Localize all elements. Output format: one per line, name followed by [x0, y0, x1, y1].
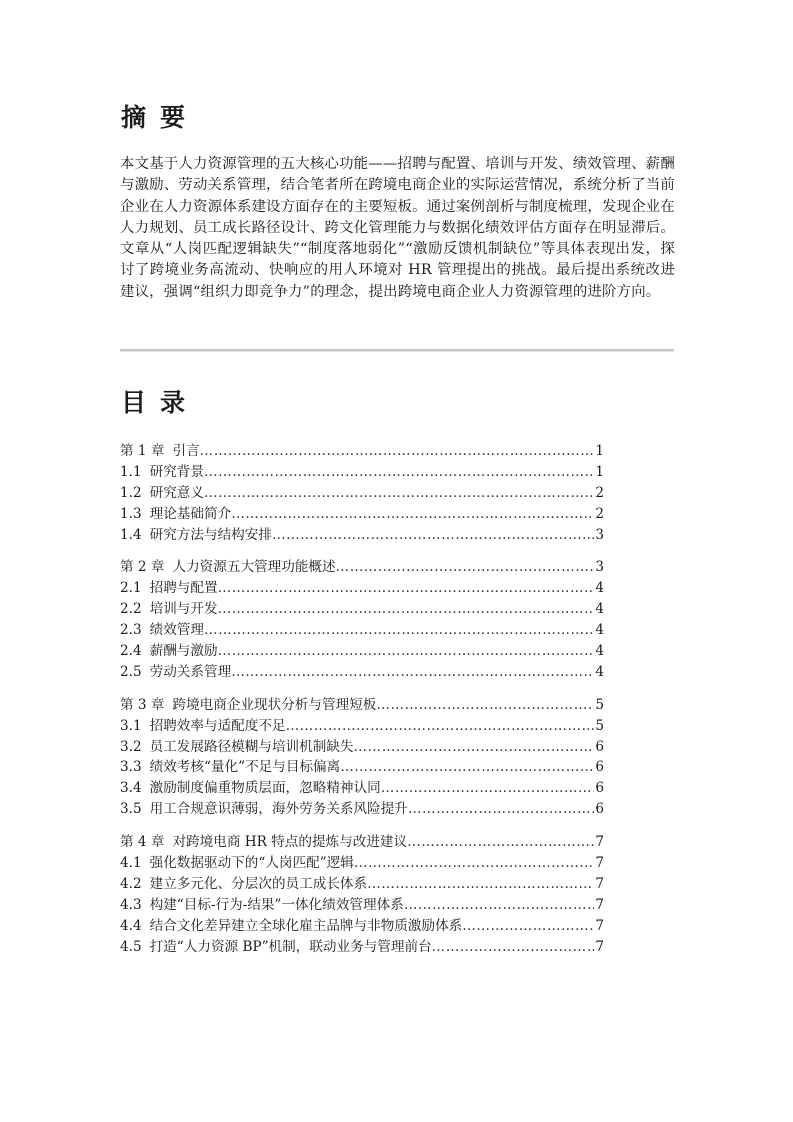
toc-leader-dots — [218, 578, 595, 599]
toc-entry-number: 3.4 — [120, 780, 142, 797]
toc-section-entry[interactable] — [120, 716, 640, 737]
toc-section-entry[interactable] — [120, 525, 640, 546]
toc-entry-page-number: 7 — [595, 875, 604, 892]
toc-entry-page-number: 7 — [595, 938, 604, 955]
toc-entry-page-number: 7 — [595, 917, 604, 934]
toc-entry-title: 对跨境电商 HR 特点的提炼与改进建议 — [172, 834, 408, 851]
toc-heading: 目录 — [121, 388, 200, 417]
toc-entry-number: 3.2 — [120, 738, 142, 755]
toc-section-entry[interactable] — [120, 916, 640, 937]
toc-leader-dots — [376, 695, 594, 716]
toc-entry-title: 构建“目标-行为-结果”一体化绩效管理体系 — [149, 896, 404, 913]
toc-entry-page-number: 2 — [595, 484, 604, 501]
toc-section-entry[interactable] — [120, 737, 640, 758]
toc-entry-page-number: 4 — [595, 601, 604, 618]
toc-section-entry[interactable] — [120, 662, 640, 683]
toc-section-entry[interactable] — [120, 578, 640, 599]
toc-entry-page-number: 4 — [595, 580, 604, 597]
toc-entry-title: 招聘与配置 — [149, 580, 218, 597]
toc-section-entry[interactable] — [120, 462, 640, 483]
toc-section-entry[interactable] — [120, 483, 640, 504]
toc-section-entry[interactable] — [120, 874, 640, 895]
toc-entry-title: 人力资源五大管理功能概述 — [172, 559, 336, 576]
toc-entry-page-number: 3 — [595, 526, 604, 543]
toc-leader-dots — [381, 778, 595, 799]
toc-entry-page-number: 6 — [595, 738, 604, 755]
toc-leader-dots — [367, 874, 594, 895]
toc-entry-number: 4.3 — [120, 896, 142, 913]
toc-entry-number: 4.2 — [120, 875, 142, 892]
toc-entry-page-number: 6 — [595, 801, 604, 818]
toc-entry-number: 2.2 — [120, 601, 142, 618]
toc-entry-title: 薪酬与激励 — [149, 643, 218, 660]
toc-entry-title: 培训与开发 — [149, 601, 218, 618]
toc-section-entry[interactable] — [120, 504, 640, 525]
toc-entry-title: 劳动关系管理 — [149, 663, 232, 680]
toc-entry-number: 3.1 — [120, 717, 142, 734]
toc-entry-number: 第 2 章 — [120, 559, 165, 576]
toc-section-entry[interactable] — [120, 757, 640, 778]
toc-chapter — [120, 441, 640, 545]
toc-entry-title: 研究意义 — [149, 484, 204, 501]
toc-entry-title: 结合文化差异建立全球化雇主品牌与非物质激励体系 — [149, 917, 463, 934]
section-divider — [120, 349, 674, 352]
abstract-body: 本文基于人力资源管理的五大核心功能——招聘与配置、培训与开发、绩效管理、薪酬与激励、劳动关系管理，结合笔者所在跨境电商企业的实际运营情况，系统分析了当前企业在人力资源体系建设方面存在的主要短板。通过案例剖析与制度梳理，发现企业在人力规划、员工成长路径设计、跨文化管理能力与数据化绩效评估方面存在明显滞后。文章从“人岗匹配逻辑缺失”“制度落地弱化”“激励反馈机制缺位”等具体表现出发，探讨了跨境业务高流动、快响应的用人环境对 HR 管理提出的挑战。最后提出系统改进建议，强调“组织力即竞争力”的理念，提出跨境电商企业人力资源管理的进阶方向。 — [120, 156, 675, 300]
toc-entry-page-number: 2 — [595, 505, 604, 522]
toc-section-entry[interactable] — [120, 937, 640, 958]
toc-chapter-entry[interactable] — [120, 832, 640, 853]
toc-entry-page-number: 4 — [595, 643, 604, 660]
toc-entry-title: 建立多元化、分层次的员工成长体系 — [149, 875, 368, 892]
toc-leader-dots — [340, 757, 594, 778]
toc-leader-dots — [407, 832, 594, 853]
toc-chapter — [120, 695, 640, 820]
toc-leader-dots — [204, 462, 594, 483]
toc-chapter — [120, 557, 640, 682]
toc-chapter-entry[interactable] — [120, 695, 640, 716]
toc-entry-title: 用工合规意识薄弱，海外劳务关系风险提升 — [149, 801, 408, 818]
toc-leader-dots — [408, 799, 594, 820]
toc-entry-title: 激励制度偏重物质层面，忽略精神认同 — [149, 780, 381, 797]
toc-entry-page-number: 7 — [595, 834, 604, 851]
toc-leader-dots — [354, 853, 595, 874]
toc-section-entry[interactable] — [120, 620, 640, 641]
toc-entry-number: 2.4 — [120, 643, 142, 660]
toc-entry-page-number: 1 — [595, 463, 604, 480]
toc-entry-number: 1.3 — [120, 505, 142, 522]
toc-entry-number: 第 4 章 — [120, 834, 165, 851]
toc-section-entry[interactable] — [120, 599, 640, 620]
toc-entry-number: 4.5 — [120, 938, 142, 955]
toc-entry-number: 2.3 — [120, 622, 142, 639]
toc-entry-number: 1.2 — [120, 484, 142, 501]
toc-entry-page-number: 6 — [595, 759, 604, 776]
toc-chapter-entry[interactable] — [120, 557, 640, 578]
toc-leader-dots — [286, 716, 595, 737]
toc-entry-title: 引言 — [172, 443, 200, 459]
table-of-contents — [120, 441, 640, 969]
toc-section-entry[interactable] — [120, 853, 640, 874]
toc-entry-number: 4.4 — [120, 917, 142, 934]
toc-entry-page-number: 7 — [595, 855, 604, 872]
toc-chapter — [120, 832, 640, 957]
toc-entry-page-number: 4 — [595, 663, 604, 680]
toc-chapter-entry[interactable] — [120, 441, 640, 462]
toc-entry-title: 招聘效率与适配度不足 — [149, 717, 286, 734]
toc-entry-title: 理论基础简介 — [149, 505, 232, 522]
toc-section-entry[interactable] — [120, 641, 640, 662]
toc-entry-title: 研究方法与结构安排 — [149, 526, 272, 543]
toc-leader-dots — [218, 641, 595, 662]
toc-leader-dots — [336, 557, 595, 578]
toc-leader-dots — [354, 737, 595, 758]
toc-section-entry[interactable] — [120, 778, 640, 799]
toc-entry-title: 研究背景 — [149, 463, 204, 480]
toc-entry-page-number: 5 — [595, 696, 604, 713]
toc-leader-dots — [272, 525, 594, 546]
toc-entry-title: 强化数据驱动下的“人岗匹配”逻辑 — [149, 855, 354, 872]
abstract-heading: 摘要 — [121, 103, 200, 132]
toc-leader-dots — [231, 662, 594, 683]
toc-entry-number: 3.3 — [120, 759, 142, 776]
toc-entry-number: 第 3 章 — [120, 696, 165, 713]
toc-section-entry[interactable] — [120, 799, 640, 820]
toc-entry-number: 2.5 — [120, 663, 142, 680]
toc-entry-title: 员工发展路径模糊与培训机制缺失 — [149, 738, 354, 755]
toc-leader-dots — [200, 441, 595, 462]
toc-leader-dots — [231, 504, 594, 525]
toc-entry-number: 1.1 — [120, 463, 142, 480]
toc-entry-title: 跨境电商企业现状分析与管理短板 — [172, 696, 377, 713]
toc-leader-dots — [404, 895, 595, 916]
toc-leader-dots — [204, 483, 594, 504]
toc-entry-number: 第 1 章 — [120, 443, 165, 459]
toc-entry-page-number: 3 — [595, 559, 604, 576]
toc-section-entry[interactable] — [120, 895, 640, 916]
toc-entry-number: 1.4 — [120, 526, 142, 543]
toc-entry-number: 2.1 — [120, 580, 142, 597]
toc-leader-dots — [204, 620, 594, 641]
toc-entry-title: 绩效考核“量化”不足与目标偏离 — [149, 759, 341, 776]
toc-entry-title: 绩效管理 — [149, 622, 204, 639]
toc-leader-dots — [218, 599, 595, 620]
toc-leader-dots — [432, 937, 595, 958]
toc-entry-number: 4.1 — [120, 855, 142, 872]
toc-entry-title: 打造“人力资源 BP”机制，联动业务与管理前台 — [149, 938, 432, 955]
toc-entry-page-number: 6 — [595, 780, 604, 797]
toc-entry-page-number: 4 — [595, 622, 604, 639]
toc-entry-page-number: 7 — [595, 896, 604, 913]
toc-leader-dots — [462, 916, 594, 937]
toc-entry-page-number: 1 — [595, 443, 604, 459]
toc-entry-page-number: 5 — [595, 717, 604, 734]
toc-entry-number: 3.5 — [120, 801, 142, 818]
